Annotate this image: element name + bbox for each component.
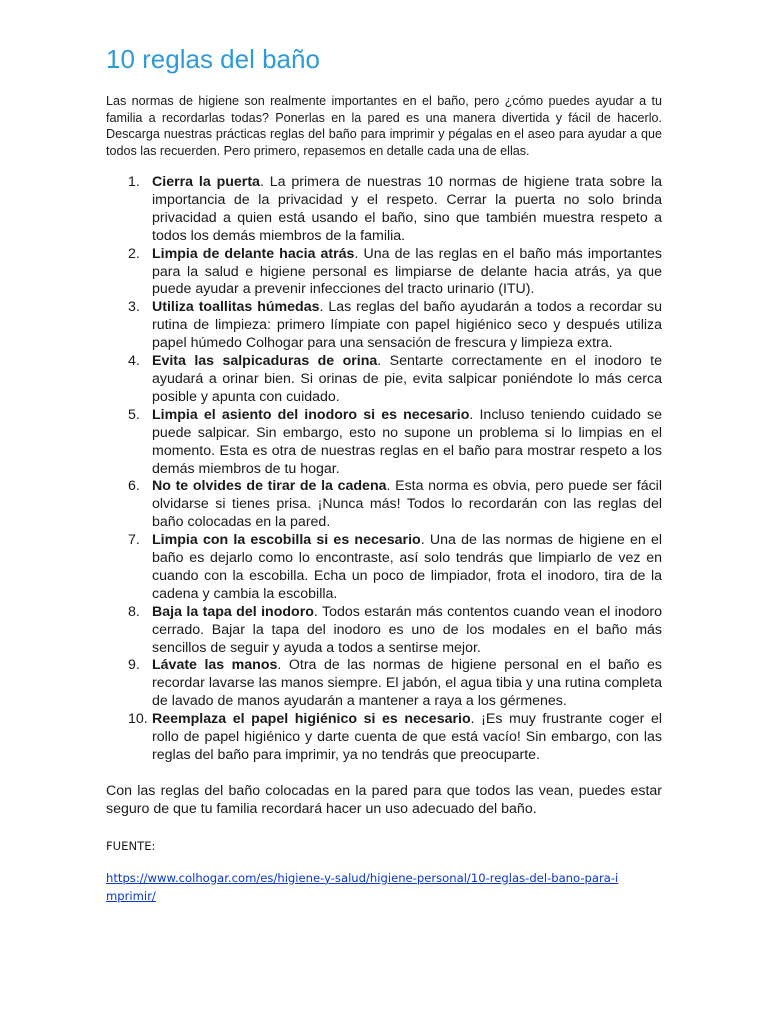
list-item [106,174,662,246]
rule-heading: Limpia con la escobilla si es necesario [152,532,421,549]
rule-heading: No te olvides de tirar de la cadena [152,478,387,495]
rule-heading: Baja la tapa del inodoro [152,603,314,620]
list-item [106,246,662,300]
rule-text: . La primera de nuestras 10 normas de higiene trata sobre la importancia de la privacidad y el respeto. Cerrar la puerta no solo brinda privacidad a quien está usando el baño, sino que también muestra respeto a todos los demás miembros de la familia. [152,174,662,244]
list-item [106,711,662,765]
rule-text: . Todos estarán más contentos cuando vean el inodoro cerrado. Bajar la tapa del inodoro es uno de los modales en el baño más sencillos de seguir y ayuda a todos a sentirse mejor. [152,603,662,656]
list-number: 8. [128,603,140,620]
list-item [106,299,662,353]
rule-text: . Una de las normas de higiene en el baño es dejarlo como lo encontraste, así solo tendrás que limpiarlo de vez en cuando con la escobilla. Echa un poco de limpiador, frota el inodoro, tira de la cadena y cambia la escobilla. [152,532,662,602]
rule-text: . Sentarte correctamente en el inodoro te ayudará a orinar bien. Si orinas de pie, evita salpicar poniéndote lo más cerca posible y apunta con cuidado. [152,353,663,405]
rule-text: . Esta norma es obvia, pero puede ser fácil olvidarse si tienes prisa. ¡Nunca más! Todos lo recordarán con las reglas del baño colocadas en la pared. [152,478,662,531]
rule-heading: Limpia el asiento del inodoro si es necesario [152,406,470,423]
list-item [106,407,662,479]
list-number: 9. [128,657,140,674]
list-item [106,657,662,711]
rule-heading: Cierra la puerta [152,174,260,190]
list-number: 4. [128,353,140,370]
rule-heading: Evita las salpicaduras de orina [152,353,378,370]
rule-heading: Reemplaza el papel higiénico si es necesario [152,711,471,728]
intro-paragraph: Las normas de higiene son realmente importantes en el baño, pero ¿cómo puedes ayudar a tu familia a recordarlas todas? Ponerlas en la pared es una manera divertida y fácil de hacerlo. Descarga nuestras prácticas reglas del baño para imprimir y pégalas en el aseo para ayudar a que todos las recuerden. Pero primero, repasemos en detalle cada una de ellas. [106,94,662,158]
list-number: 6. [128,478,140,495]
rule-heading: Limpia de delante hacia atrás [152,245,355,262]
source-link[interactable]: https://www.colhogar.com/es/higiene-y-salud/higiene-personal/10-reglas-del-bano-para-imprimir/ [106,870,619,903]
source-label: FUENTE: [106,838,156,853]
list-number: 3. [128,299,140,316]
closing-paragraph: Con las reglas del baño colocadas en la pared para que todos las vean, puedes estar seguro de que tu familia recordará hacer un uso adecuado del baño. [106,782,662,817]
rule-text: . Otra de las normas de higiene personal en el baño es recordar lavarse las manos siempre. El jabón, el agua tibia y una rutina completa de lavado de manos ayudarán a mantener a raya a los gérmenes. [152,657,662,710]
list-item [106,478,662,532]
rule-heading: Lávate las manos [152,657,278,674]
list-number: 2. [128,245,140,262]
page-title: 10 reglas del baño [106,44,320,74]
list-item [106,604,662,658]
list-number: 10. [128,711,148,728]
list-item [106,353,662,407]
list-number: 1. [128,174,140,190]
rule-heading: Utiliza toallitas húmedas [152,299,320,316]
rule-text: . Las reglas del baño ayudarán a todos a recordar su rutina de limpieza: primero límpiate con papel higiénico seco y después utiliza papel húmedo Colhogar para una sensación de frescura y limpieza extra. [152,299,662,352]
rule-text: . ¡Es muy frustrante coger el rollo de papel higiénico y darte cuenta de que está vacío! Sin embargo, con las reglas del baño para imprimir, ya no tendrás que preocuparte. [152,711,663,763]
rule-text: . Una de las reglas en el baño más importantes para la salud e higiene personal es limpiarse de delante hacia atrás, ya que puede ayudar a prevenir infecciones del tracto urinario (ITU). [152,245,662,298]
list-item [106,532,662,604]
document-page [106,44,662,905]
list-number: 5. [128,406,140,423]
rule-text: . Incluso teniendo cuidado se puede salpicar. Sin embargo, esto no supone un problema si lo limpias en el momento. Esta es otra de nuestras reglas en el baño para mostrar respeto a los demás miembros de tu hogar. [152,406,662,477]
rules-list [106,174,662,765]
list-number: 7. [128,532,140,549]
